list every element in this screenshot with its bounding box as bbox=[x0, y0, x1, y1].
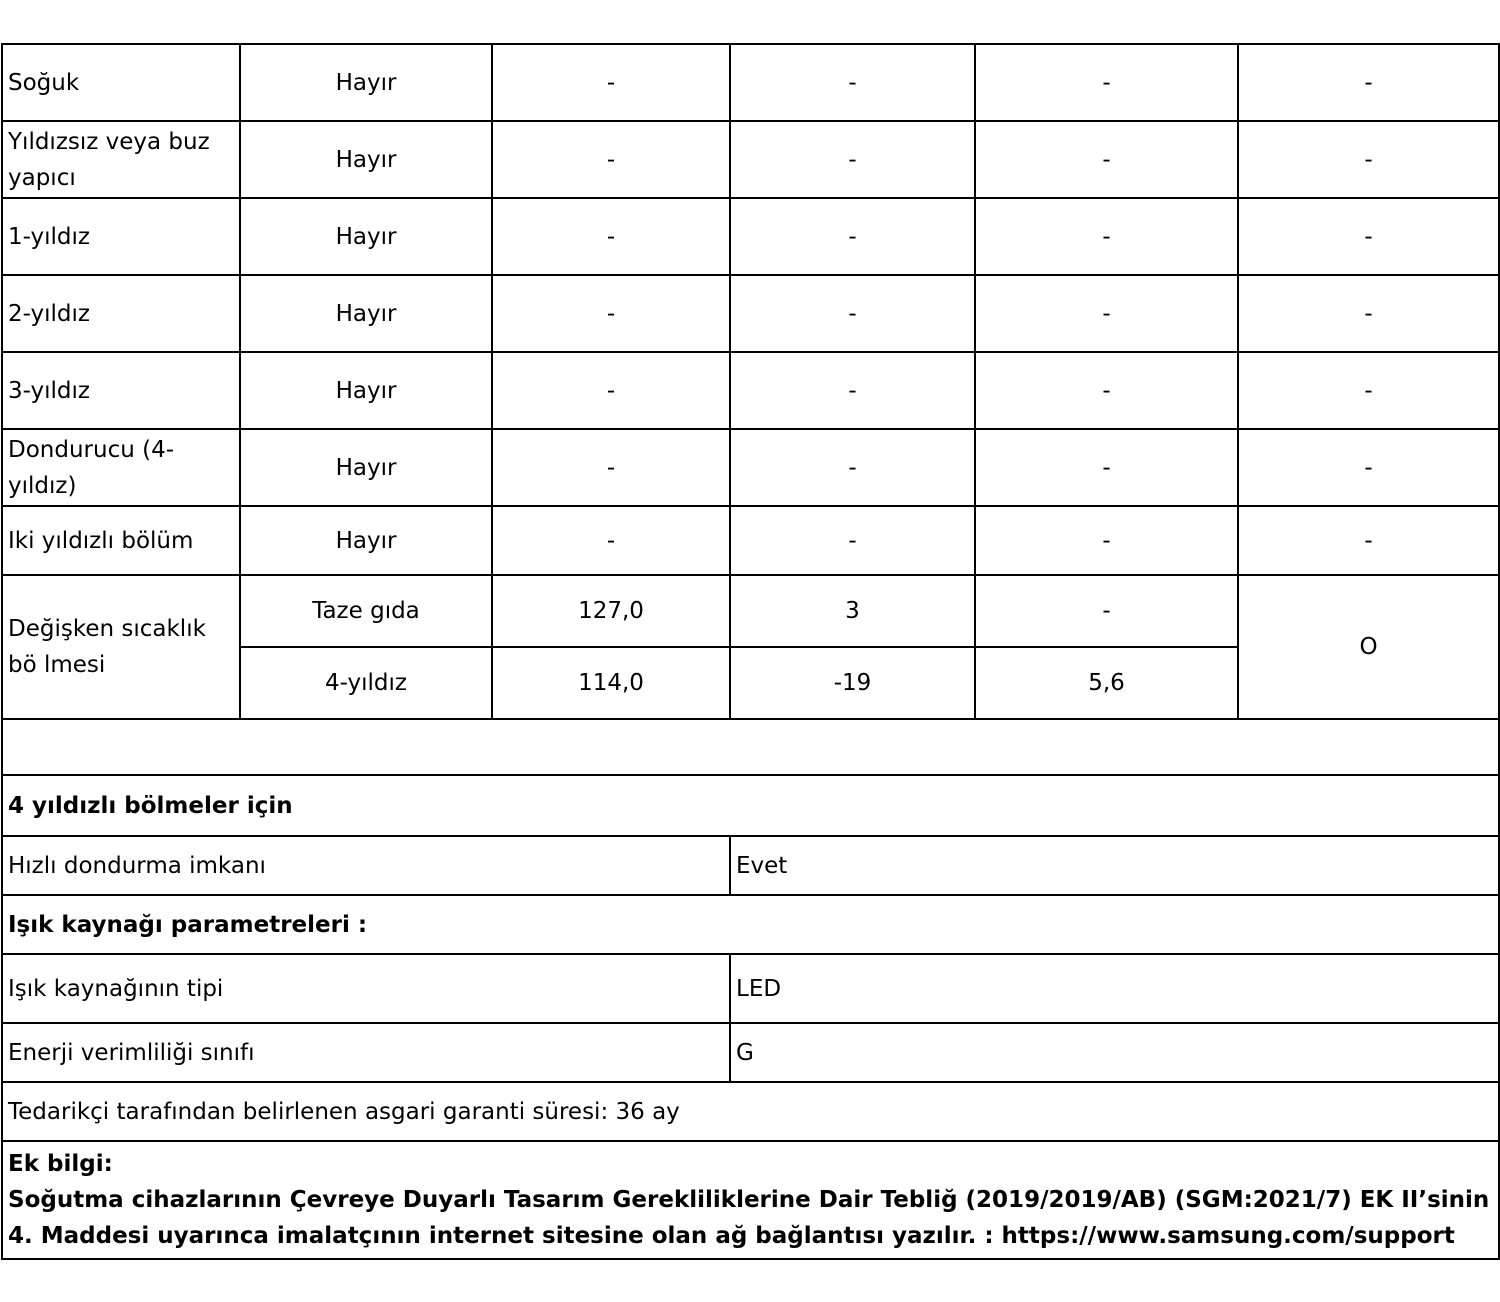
variable-four-star-volume: 114,0 bbox=[492, 647, 730, 719]
energy-class-label: Enerji verimliliği sınıfı bbox=[2, 1023, 730, 1082]
compartment-freeze: - bbox=[975, 198, 1238, 275]
variable-fresh-volume: 127,0 bbox=[492, 575, 730, 647]
compartment-present: Hayır bbox=[240, 198, 492, 275]
compartment-freeze: - bbox=[975, 506, 1238, 575]
compartment-volume: - bbox=[492, 429, 730, 506]
variable-compartment-name: Değişken sıcaklık bö lmesi bbox=[2, 575, 240, 719]
table-row bbox=[2, 429, 1499, 506]
compartment-temp: - bbox=[730, 506, 975, 575]
section-heading-row bbox=[2, 775, 1499, 836]
compartment-temp: - bbox=[730, 198, 975, 275]
compartment-freeze: - bbox=[975, 275, 1238, 352]
variable-four-star-temp: -19 bbox=[730, 647, 975, 719]
variable-fresh-freeze: - bbox=[975, 575, 1238, 647]
fast-freeze-value: Evet bbox=[730, 836, 1499, 895]
light-source-heading: Işık kaynağı parametreleri : bbox=[2, 895, 1499, 954]
compartment-defrost: - bbox=[1238, 44, 1499, 121]
compartment-temp: - bbox=[730, 352, 975, 429]
specification-table bbox=[1, 43, 1500, 1260]
compartment-present: Hayır bbox=[240, 44, 492, 121]
compartment-freeze: - bbox=[975, 121, 1238, 198]
compartment-freeze: - bbox=[975, 429, 1238, 506]
four-star-heading: 4 yıldızlı bölmeler için bbox=[2, 775, 1499, 836]
compartment-name: 2-yıldız bbox=[2, 275, 240, 352]
compartment-name: 1-yıldız bbox=[2, 198, 240, 275]
compartment-defrost: - bbox=[1238, 429, 1499, 506]
compartment-defrost: - bbox=[1238, 121, 1499, 198]
compartment-defrost: - bbox=[1238, 275, 1499, 352]
table-row bbox=[2, 575, 1499, 647]
variable-four-star-freeze: 5,6 bbox=[975, 647, 1238, 719]
compartment-present: Hayır bbox=[240, 506, 492, 575]
table-row bbox=[2, 121, 1499, 198]
extra-info-title: Ek bilgi: bbox=[8, 1151, 113, 1177]
compartment-name: Iki yıldızlı bölüm bbox=[2, 506, 240, 575]
variable-defrost: O bbox=[1238, 575, 1499, 719]
compartment-temp: - bbox=[730, 429, 975, 506]
extra-info-cell bbox=[2, 1141, 1499, 1259]
table-row bbox=[2, 506, 1499, 575]
compartment-defrost: - bbox=[1238, 198, 1499, 275]
extra-info-row bbox=[2, 1141, 1499, 1259]
compartment-volume: - bbox=[492, 44, 730, 121]
compartment-volume: - bbox=[492, 275, 730, 352]
compartment-name: Yıldızsız veya buz yapıcı bbox=[2, 121, 240, 198]
compartment-present: Hayır bbox=[240, 121, 492, 198]
compartment-temp: - bbox=[730, 44, 975, 121]
compartment-volume: - bbox=[492, 121, 730, 198]
compartment-present: Hayır bbox=[240, 275, 492, 352]
compartment-name: 3-yıldız bbox=[2, 352, 240, 429]
variable-fresh-label: Taze gıda bbox=[240, 575, 492, 647]
compartment-present: Hayır bbox=[240, 429, 492, 506]
table-row bbox=[2, 198, 1499, 275]
warranty-text: Tedarikçi tarafından belirlenen asgari garanti süresi: 36 ay bbox=[2, 1082, 1499, 1141]
compartment-defrost: - bbox=[1238, 506, 1499, 575]
fast-freeze-label: Hızlı dondurma imkanı bbox=[2, 836, 730, 895]
compartment-temp: - bbox=[730, 275, 975, 352]
light-type-label: Işık kaynağının tipi bbox=[2, 954, 730, 1023]
energy-class-value: G bbox=[730, 1023, 1499, 1082]
section-heading-row bbox=[2, 895, 1499, 954]
compartment-name: Soğuk bbox=[2, 44, 240, 121]
compartment-volume: - bbox=[492, 506, 730, 575]
table-row bbox=[2, 1082, 1499, 1141]
variable-four-star-label: 4-yıldız bbox=[240, 647, 492, 719]
variable-fresh-temp: 3 bbox=[730, 575, 975, 647]
light-type-value: LED bbox=[730, 954, 1499, 1023]
extra-info-text: Soğutma cihazlarının Çevreye Duyarlı Tasarım Gerekliliklerine Dair Tebliğ (2019/2019/AB) (SGM:2021/7) EK II’sinin 4. Maddesi uyarınca imalatçının internet sitesine olan ağ bağlantısı yazılır. : https://www.samsung.com/support bbox=[8, 1187, 1490, 1249]
table-row bbox=[2, 275, 1499, 352]
compartment-freeze: - bbox=[975, 44, 1238, 121]
table-row bbox=[2, 1023, 1499, 1082]
compartment-name: Dondurucu (4-yıldız) bbox=[2, 429, 240, 506]
compartment-volume: - bbox=[492, 352, 730, 429]
table-row bbox=[2, 836, 1499, 895]
table-row bbox=[2, 352, 1499, 429]
compartment-present: Hayır bbox=[240, 352, 492, 429]
compartment-freeze: - bbox=[975, 352, 1238, 429]
compartment-volume: - bbox=[492, 198, 730, 275]
table-row bbox=[2, 954, 1499, 1023]
table-row bbox=[2, 44, 1499, 121]
compartment-temp: - bbox=[730, 121, 975, 198]
compartment-defrost: - bbox=[1238, 352, 1499, 429]
empty-row bbox=[2, 719, 1499, 775]
